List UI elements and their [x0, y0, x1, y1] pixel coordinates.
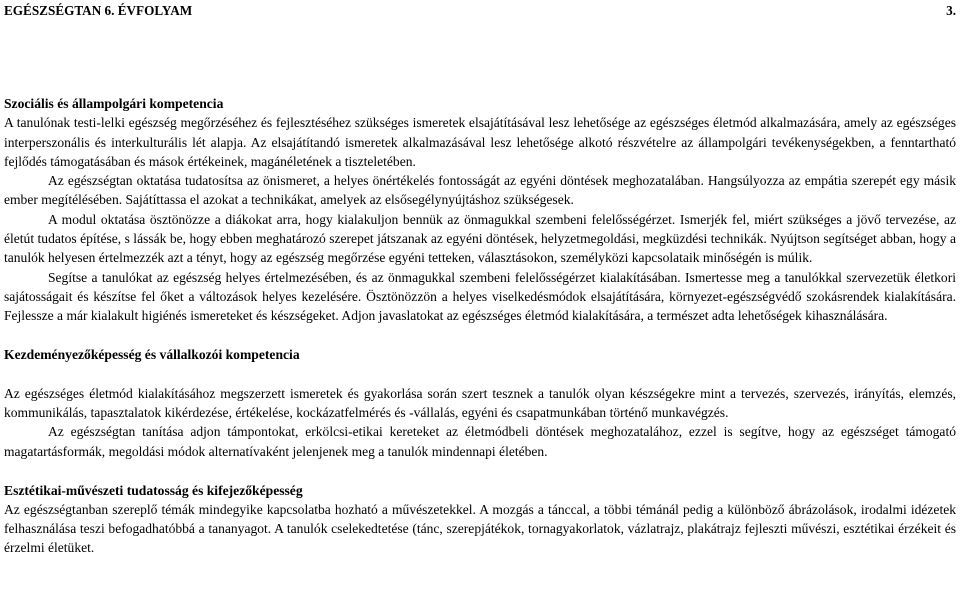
paragraph: Az egészségtan tanítása adjon támpontokat, erkölcsi-etikai kereteket az életmódbeli döntések meghozatalához, ezzel is segítve, hogy az egészséget támogató magatartásformák, megoldási módok alternatívaként jelenjenek meg a tanulók mindennapi életében. — [4, 424, 956, 459]
paragraph: A modul oktatása ösztönözze a diákokat arra, hogy kialakuljon bennük az önmagukkal szembeni felelősségérzet. Ismerjék fel, miért szükséges a jövő tervezése, az életút tudatos építése, s lássák be, hogy ebben meghatározó szerepet játszanak az egyéni döntések, helyzetmegoldási, megküzdési technikák. Nyújtson segítséget abban, hogy a tanulók helyesen értelmezzék azt a tényt, hogy az egészség megőrzése egyéni tetteken, választásokon, személyközi kapcsolataik minőségén is múlik. — [4, 211, 956, 266]
section-title: Szociális és állampolgári kompetencia — [4, 96, 224, 111]
section-title: Esztétikai-művészeti tudatosság és kifejezőképesség — [4, 482, 303, 498]
section-aesthetic-artistic-awareness — [4, 481, 956, 558]
paragraph: Segítse a tanulókat az egészség helyes értelmezésében, és az önmagukkal szembeni felelősségérzet kialakításában. Ismertesse meg a tanulókkal szervezetük életkori sajátosságait és készítse fel őket a változások helyes kezelésére. Ösztönözzön a helyes viselkedésmódok elsajátítására, környezet-egészségvédő szokásrendek kialakítására. Fejlessze a már kialakult higiénés ismereteket és készségeket. Adjon javaslatokat az egészséges életmód kialakítására, a természet adta lehetőségek kihasználására. — [4, 269, 956, 324]
page-header — [4, 0, 956, 19]
section-initiative-entrepreneurship — [4, 345, 956, 461]
header-title: EGÉSZSÉGTAN 6. ÉVFOLYAM — [4, 3, 193, 18]
paragraph: Az egészséges életmód kialakításához megszerzett ismeretek és gyakorlása során szert tesznek a tanulók olyan készségekre mint a tervezés, szervezés, irányítás, elemzés, kommunikálás, tapasztalatok kikérdezése, értékelése, kockázatfelmérés és -vállalás, egyéni és csapatmunkában történő munkavégzés. — [4, 385, 956, 421]
section-title: Kezdeményezőképesség és vállalkozói kompetencia — [4, 347, 300, 363]
paragraph: Az egészségtan oktatása tudatosítsa az önismeret, a helyes önértékelés fontosságát az egyéni döntések meghozatalában. Hangsúlyozza az empátia szerepét egy másik ember megítélésében. Sajátíttassa el azokat a technikákat, amelyek az elsősegélynyújtáshoz szükségesek. — [4, 173, 956, 208]
paragraph: Az egészségtanban szereplő témák mindegyike kapcsolatba hozható a művészetekkel. A mozgás a tánccal, a többi témánál pedig a különböző ábrázolások, irodalmi idézetek felhasználása teszi befogadhatóbbá a tananyagot. A tanulók cselekedtetése (tánc, szerepjátékok, tornagyakorlatok, vázlatrajz, plakátrajz fejleszti művészi, esztétikai érzékeit és érzelmi életüket. — [4, 501, 956, 556]
page-number: 3. — [946, 3, 956, 18]
section-social-civic-competence — [4, 94, 956, 326]
paragraph: A tanulónak testi-lelki egészség megőrzéséhez és fejlesztéséhez szükséges ismeretek elsajátításával lesz lehetősége az egészséges életmód alkalmazására, amely az egészséges interperszonális és interkulturális lét alapja. Az elsajátítandó ismeretek alkalmazásával lesz lehetősége alkotó részvételre az állampolgári tevékenységekben, a fenntartható fejlődés támogatásában és mások értékeinek, magánéletének a tiszteletében. — [4, 115, 956, 169]
